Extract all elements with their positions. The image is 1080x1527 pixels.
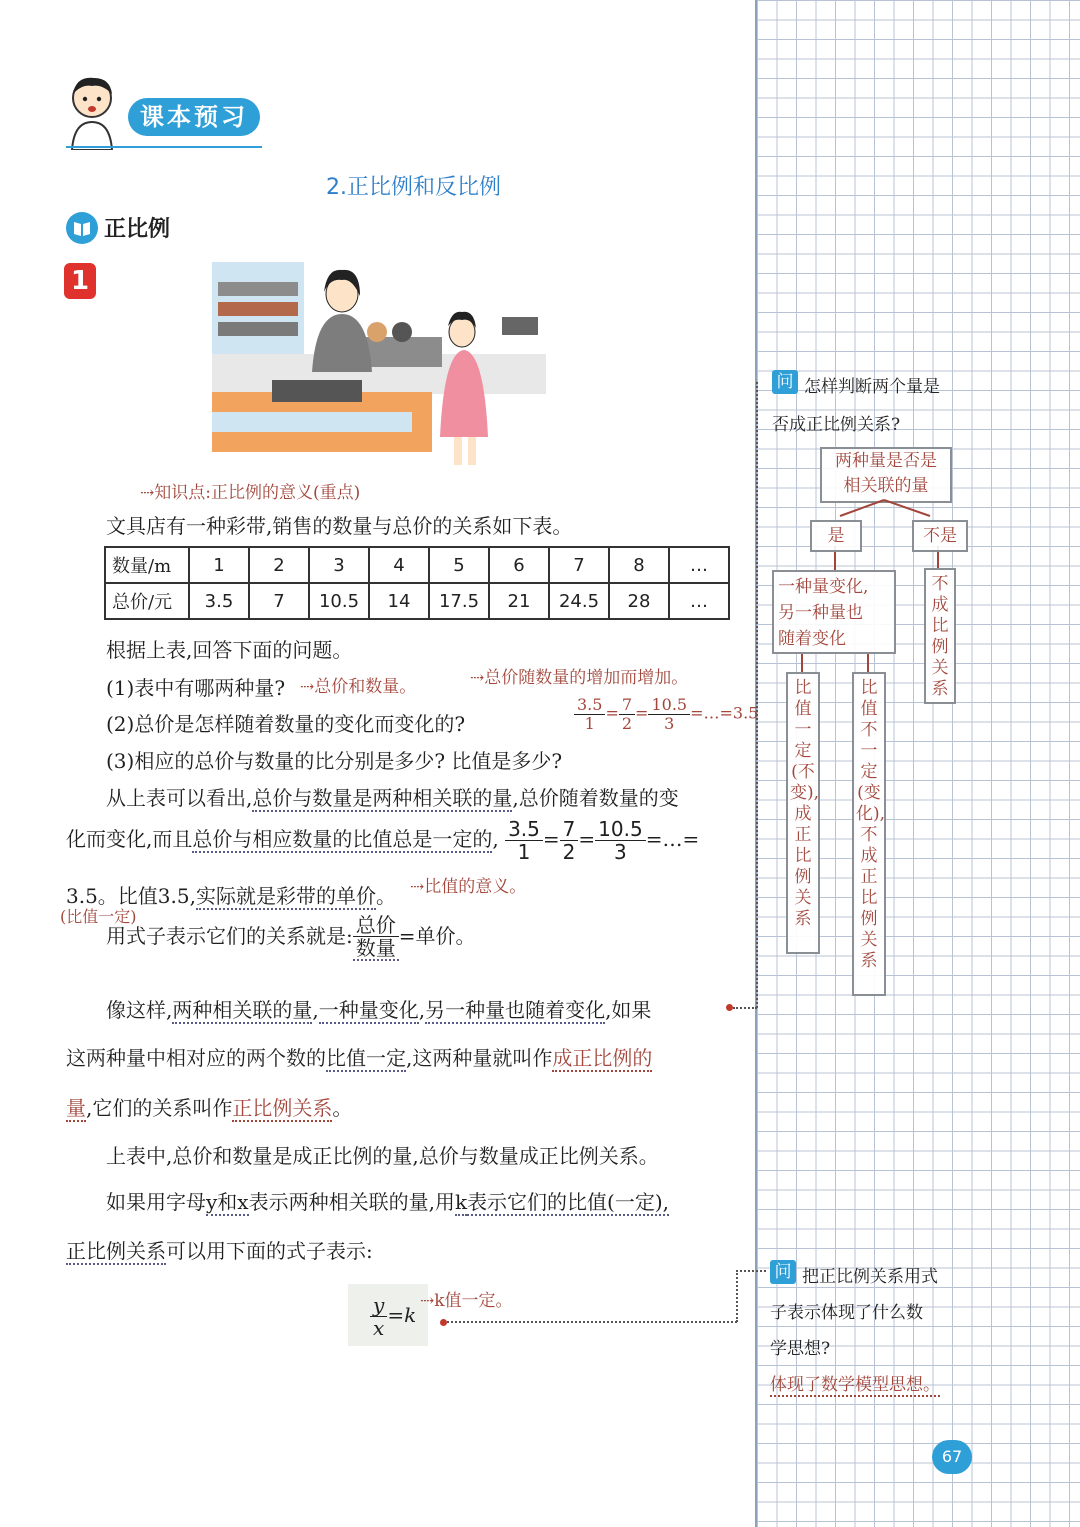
table-row bbox=[105, 547, 729, 583]
flow-root-line: 两种量是否是 bbox=[835, 451, 937, 471]
numerator: 10.5 bbox=[595, 818, 646, 841]
underlined-text: 总价与相应数量的比值总是一定的 bbox=[192, 827, 493, 851]
question-mark-badge: 问 bbox=[770, 1260, 796, 1284]
denominator: 1 bbox=[584, 713, 595, 733]
denominator: 3 bbox=[614, 840, 627, 864]
flow-change-line: 另一种量也 bbox=[778, 603, 863, 623]
fraction bbox=[353, 914, 399, 961]
connector-line bbox=[756, 382, 758, 1008]
sidebar-question-2-cont: 子表示体现了什么数 bbox=[770, 1303, 923, 1323]
denominator: x bbox=[373, 1316, 385, 1340]
fraction bbox=[619, 696, 635, 732]
fraction bbox=[505, 818, 543, 863]
underlined-text: 实际就是彩带的单价 bbox=[195, 884, 376, 908]
table-cell: 21 bbox=[489, 583, 549, 619]
flow-ratio-variable: 比值不一定(变化),不成正比例关系 bbox=[852, 672, 886, 996]
ratio-definition-note: ⇢比值的意义。 bbox=[410, 877, 527, 897]
underlined-text: 一种量变化 bbox=[318, 998, 419, 1022]
paragraph-1 bbox=[106, 782, 679, 811]
fraction bbox=[370, 1294, 387, 1339]
underlined-text: y和x bbox=[206, 1190, 249, 1214]
flow-change-line: 一种量变化, bbox=[778, 577, 869, 597]
book-icon bbox=[66, 212, 98, 244]
table-cell: 8 bbox=[609, 547, 669, 583]
table-cell: 7 bbox=[249, 583, 309, 619]
text: ,如果 bbox=[605, 998, 652, 1022]
numerator: 3.5 bbox=[505, 818, 543, 841]
side-ratio-formula: $\frac{3.5}{1}$ = $\frac{7}{2}$ = $\frac{10.5}{3}$ =…=3.5 bbox=[574, 696, 758, 732]
header-rule bbox=[66, 146, 262, 148]
formula-box bbox=[348, 1284, 428, 1346]
table-cell: … bbox=[669, 547, 729, 583]
paragraph-2: 化而变化,而且总价与相应数量的比值总是一定的, $\frac{3.5}{1}$ = $\frac{7}{2}$ = $\frac{10.5}{3}$ =…= bbox=[66, 817, 700, 864]
section-badge: 课本预习 bbox=[128, 98, 260, 136]
topic-title: 正比例 bbox=[104, 217, 171, 242]
flow-yes: 是 bbox=[810, 520, 862, 552]
data-table bbox=[104, 546, 730, 620]
questions-lead: 根据上表,回答下面的问题。 bbox=[106, 638, 353, 662]
text: , bbox=[312, 998, 319, 1022]
text: ,总价随着数量的变 bbox=[512, 786, 679, 810]
formula-tail: =…=3.5 bbox=[690, 703, 759, 723]
formula-tail: =k bbox=[387, 1303, 417, 1327]
table-cell: 2 bbox=[249, 547, 309, 583]
underlined-text: 总价与数量是两种相关联的量 bbox=[252, 786, 513, 810]
numerator: 7 bbox=[619, 696, 635, 715]
section-title: 2.正比例和反比例 bbox=[326, 175, 501, 200]
text: 如果用字母 bbox=[106, 1190, 206, 1214]
flow-root-line: 相关联的量 bbox=[843, 476, 929, 496]
fraction bbox=[574, 696, 605, 732]
table-row bbox=[105, 583, 729, 619]
connector-line bbox=[736, 1270, 766, 1272]
paragraph-6 bbox=[66, 1042, 652, 1071]
paragraph-4 bbox=[106, 914, 476, 961]
numerator: 10.5 bbox=[648, 696, 690, 715]
underlined-text: 比值一定 bbox=[326, 1046, 406, 1070]
shop-scene-icon bbox=[212, 262, 546, 474]
connector-dot bbox=[440, 1319, 447, 1326]
sidebar-question-1: 怎样判断两个量是 bbox=[804, 377, 940, 397]
row-header: 总价/元 bbox=[105, 583, 189, 619]
question-2: (2)总价是怎样随着数量的变化而变化的? bbox=[106, 712, 466, 736]
connector-line bbox=[736, 1270, 738, 1322]
paragraph-9 bbox=[106, 1186, 669, 1215]
answer-1-note: ⇢总价和数量。 bbox=[300, 677, 417, 697]
table-cell: 5 bbox=[429, 547, 489, 583]
problem-number-badge: 1 bbox=[64, 263, 96, 299]
page-number: 67 bbox=[932, 1440, 972, 1474]
table-cell: 1 bbox=[189, 547, 249, 583]
connector-line bbox=[733, 1007, 757, 1009]
text: 。 bbox=[375, 884, 396, 908]
flow-arrows-lower bbox=[780, 654, 900, 674]
table-cell: 17.5 bbox=[429, 583, 489, 619]
underlined-text: 另一种量也随着变化 bbox=[425, 998, 606, 1022]
fraction bbox=[648, 696, 690, 732]
connector-line bbox=[447, 1321, 737, 1323]
boy-mascot-icon bbox=[62, 72, 122, 150]
text: 从上表可以看出, bbox=[106, 786, 253, 810]
denominator: 1 bbox=[517, 840, 531, 864]
text: 化而变化,而且 bbox=[66, 827, 193, 851]
table-cell: 3 bbox=[309, 547, 369, 583]
underlined-text: 两种相关联的量 bbox=[172, 998, 313, 1022]
underlined-text: 正比例关系 bbox=[66, 1239, 166, 1263]
numerator: 7 bbox=[560, 818, 579, 841]
table-cell: 24.5 bbox=[549, 583, 609, 619]
question-mark-badge: 问 bbox=[772, 370, 798, 394]
text: , bbox=[492, 827, 499, 851]
flow-change bbox=[772, 570, 896, 654]
flow-not-proportional: 不成比例关系 bbox=[924, 568, 956, 704]
text: ,它们的关系叫作 bbox=[86, 1096, 233, 1120]
denominator: 3 bbox=[664, 713, 675, 733]
connector-dot bbox=[726, 1004, 733, 1011]
paragraph-7 bbox=[66, 1092, 352, 1121]
sidebar-question-1-cont: 否成正比例关系? bbox=[772, 415, 901, 435]
table-cell: 6 bbox=[489, 547, 549, 583]
paragraph-10 bbox=[66, 1235, 373, 1264]
table-cell: … bbox=[669, 583, 729, 619]
text: 。 bbox=[332, 1096, 353, 1120]
intro-text: 文具店有一种彩带,销售的数量与总价的关系如下表。 bbox=[106, 514, 573, 538]
text: 可以用下面的式子表示: bbox=[166, 1239, 373, 1263]
numerator: 总价 bbox=[353, 914, 399, 937]
sidebar-question-2: 把正比例关系用式 bbox=[802, 1267, 938, 1287]
k-constant-note: ⇢k值一定。 bbox=[420, 1291, 513, 1311]
highlighted-term: 正比例关系 bbox=[232, 1096, 333, 1120]
ratio-constant-note: (比值一定) bbox=[60, 907, 137, 926]
flow-change-line: 随着变化 bbox=[778, 629, 846, 649]
text: ,这两种量就叫作 bbox=[406, 1046, 553, 1070]
text: 像这样, bbox=[106, 998, 173, 1022]
sidebar-question-2-cont: 学思想? bbox=[770, 1339, 831, 1359]
text: =单价。 bbox=[398, 924, 476, 948]
underlined-text: 表示它们的比值(一定), bbox=[467, 1190, 670, 1214]
text: =…= bbox=[645, 827, 700, 851]
numerator: y bbox=[370, 1294, 387, 1317]
highlighted-term: 量 bbox=[66, 1096, 86, 1120]
question-3: (3)相应的总价与数量的比分别是多少? 比值是多少? bbox=[106, 749, 563, 773]
row-header: 数量/m bbox=[105, 547, 189, 583]
question-1: (1)表中有哪两种量? bbox=[106, 676, 286, 700]
paragraph-5 bbox=[106, 994, 651, 1023]
denominator: 2 bbox=[621, 713, 633, 733]
table-cell: 7 bbox=[549, 547, 609, 583]
text: 这两种量中相对应的两个数的 bbox=[66, 1046, 326, 1070]
denominator: 数量 bbox=[353, 937, 399, 961]
flow-root bbox=[820, 447, 952, 503]
denominator: 2 bbox=[562, 840, 576, 864]
sidebar-answer-2: 体现了数学模型思想。 bbox=[770, 1370, 940, 1397]
text: 3.5。比值3.5, bbox=[66, 884, 196, 908]
numerator: 3.5 bbox=[574, 696, 605, 715]
fraction bbox=[595, 818, 646, 863]
answer-2-note: ⇢总价随数量的增加而增加。 bbox=[470, 668, 689, 688]
table-cell: 28 bbox=[609, 583, 669, 619]
highlighted-term: 成正比例的 bbox=[552, 1046, 653, 1070]
knowledge-point-note: ⇢知识点:正比例的意义(重点) bbox=[140, 483, 361, 503]
table-cell: 3.5 bbox=[189, 583, 249, 619]
text: 表示两种相关联的量,用 bbox=[248, 1190, 455, 1214]
table-cell: 4 bbox=[369, 547, 429, 583]
paragraph-8: 上表中,总价和数量是成正比例的量,总价与数量成正比例关系。 bbox=[106, 1144, 659, 1168]
flow-ratio-constant: 比值一定(不变),成正比例关系 bbox=[786, 672, 820, 954]
flow-no: 不是 bbox=[912, 520, 968, 552]
text: , bbox=[418, 998, 426, 1022]
text: 用式子表示它们的关系就是: bbox=[106, 924, 353, 948]
fraction bbox=[560, 818, 579, 863]
underlined-text: k bbox=[454, 1190, 468, 1214]
table-cell: 10.5 bbox=[309, 583, 369, 619]
table-cell: 14 bbox=[369, 583, 429, 619]
